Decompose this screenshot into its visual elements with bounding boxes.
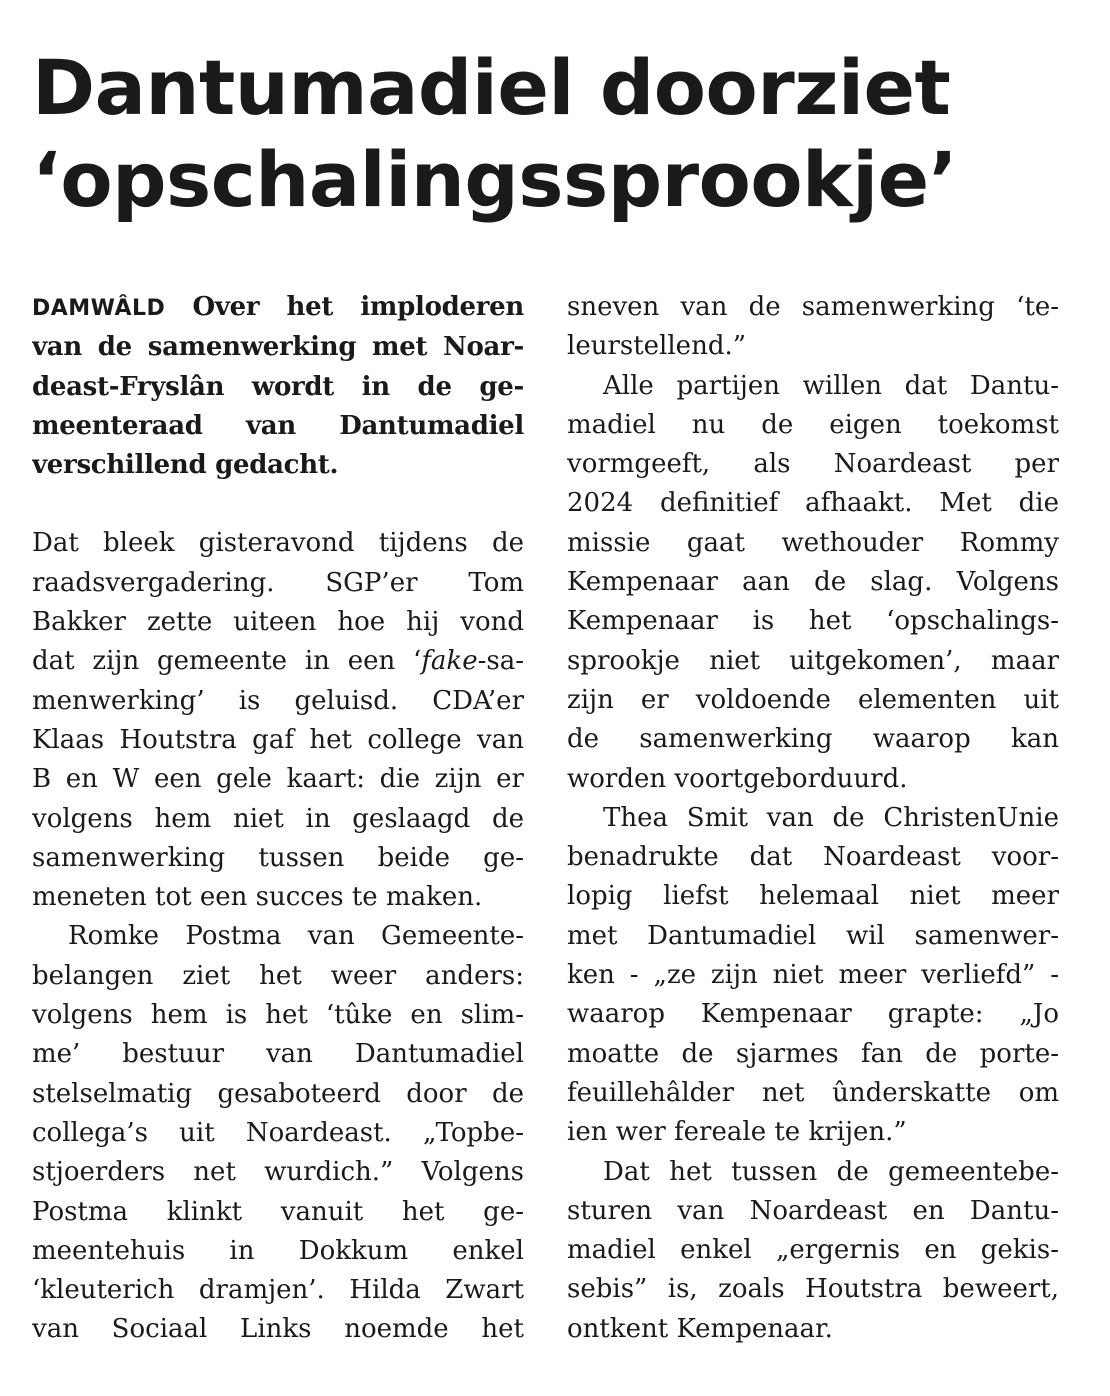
paragraph-2 bbox=[32, 917, 524, 1349]
text-line: Kempenaar is het ‘opschalings- bbox=[567, 606, 1059, 637]
text-line: menwerking’ is geluisd. CDA’er bbox=[32, 685, 524, 716]
text-line: de samenwerking waarop kan bbox=[567, 724, 1059, 755]
text-line: benadrukte dat Noardeast voor- bbox=[567, 842, 1059, 873]
text-line: ontkent Kempenaar. bbox=[567, 1313, 833, 1344]
lead-line: meenteraad van Dantumadiel bbox=[32, 410, 524, 441]
text-line: ken - „ze zijn niet meer verliefd” - bbox=[567, 960, 1059, 991]
text-line: sneven van de samenwerking ‘te- bbox=[567, 292, 1059, 322]
text-line: waarop Kempenaar grapte: „Jo bbox=[567, 999, 1059, 1030]
text-line: van Sociaal Links noemde het bbox=[32, 1314, 524, 1345]
text-line: raadsvergadering. SGP’er Tom bbox=[32, 567, 524, 598]
text-line: dat zijn gemeente in een ‘fake-sa- bbox=[32, 646, 524, 677]
text-line: collega’s uit Noardeast. „Topbe- bbox=[32, 1117, 524, 1148]
text-line: Dat het tussen de gemeentebe- bbox=[603, 1156, 1059, 1187]
text-line: lopig liefst helemaal niet meer bbox=[567, 881, 1059, 912]
headline-line-2: ‘opschalingssprookje’ bbox=[32, 135, 958, 224]
lead-line: verschillend gedacht. bbox=[32, 450, 339, 481]
text-line: zijn er voldoende elementen uit bbox=[567, 684, 1059, 715]
italic-word: fake bbox=[421, 646, 478, 677]
lead-paragraph bbox=[32, 288, 524, 485]
headline-line-1: Dantumadiel doorziet bbox=[32, 43, 951, 132]
text-line: stelselmatig gesaboteerd door de bbox=[32, 1078, 524, 1109]
text-line: moatte de sjarmes fan de porte- bbox=[567, 1038, 1059, 1069]
text-line: madiel nu de eigen toekomst bbox=[567, 409, 1059, 440]
paragraph-2-continued bbox=[567, 288, 1059, 367]
lead-line: DAMWÂLD Over het imploderen bbox=[32, 292, 524, 322]
text-line: volgens hem is het ‘tûke en slim- bbox=[32, 1000, 524, 1031]
lead-line: deast-Fryslân wordt in de ge- bbox=[32, 371, 524, 402]
text-line: Romke Postma van Gemeente- bbox=[68, 921, 524, 952]
paragraph-1 bbox=[32, 524, 524, 917]
text-line: B en W een gele kaart: die zijn er bbox=[32, 764, 524, 795]
text-line: met Dantumadiel wil samenwer- bbox=[567, 920, 1059, 951]
article-column-left bbox=[32, 288, 524, 1350]
text-line: samenwerking tussen beide ge- bbox=[32, 842, 524, 873]
text-line: vormgeeft, als Noardeast per bbox=[567, 449, 1059, 480]
text-line: Thea Smit van de ChristenUnie bbox=[603, 802, 1059, 833]
text-line: volgens hem niet in geslaagd de bbox=[32, 803, 524, 834]
text-line: Kempenaar aan de slag. Volgens bbox=[567, 567, 1059, 598]
text-line: worden voortgeborduurd. bbox=[567, 763, 908, 794]
text-line: Klaas Houtstra gaf het college van bbox=[32, 724, 524, 755]
text-line: Alle partijen willen dat Dantu- bbox=[603, 370, 1059, 401]
text-line: meentehuis in Dokkum enkel bbox=[32, 1235, 524, 1266]
headline bbox=[32, 42, 1092, 226]
text-line: sprookje niet uitgekomen’, maar bbox=[567, 645, 1059, 676]
text-line: belangen ziet het weer anders: bbox=[32, 960, 524, 991]
lead-line: van de samenwerking met Noar- bbox=[32, 332, 524, 363]
text-line: Bakker zette uiteen hoe hij vond bbox=[32, 607, 524, 638]
text-line: leurstellend.” bbox=[567, 331, 747, 362]
text-line: sturen van Noardeast en Dantu- bbox=[567, 1195, 1059, 1226]
paragraph-4 bbox=[567, 799, 1059, 1153]
article-column-right bbox=[567, 288, 1059, 1349]
text-line: madiel enkel „ergernis en gekis- bbox=[567, 1235, 1059, 1266]
paragraph-3 bbox=[567, 367, 1059, 799]
text-line: ‘kleuterich dramjen’. Hilda Zwart bbox=[32, 1275, 524, 1306]
text-line: ien wer fereale te krijen.” bbox=[567, 1117, 907, 1148]
text-line: 2024 definitief afhaakt. Met die bbox=[567, 488, 1059, 519]
dateline: DAMWÂLD bbox=[32, 296, 166, 321]
text-line: me’ bestuur van Dantumadiel bbox=[32, 1039, 524, 1070]
text-line: sebis” is, zoals Houtstra beweert, bbox=[567, 1274, 1059, 1305]
text-line: meneten tot een succes te maken. bbox=[32, 882, 483, 913]
text-line: Dat bleek gisteravond tijdens de bbox=[32, 528, 524, 559]
text-line: feuillehâlder net ûnderskatte om bbox=[567, 1077, 1059, 1108]
text-line: stjoerders net wurdich.” Volgens bbox=[32, 1157, 524, 1188]
text-line: Postma klinkt vanuit het ge- bbox=[32, 1196, 524, 1227]
text-line: missie gaat wethouder Rommy bbox=[567, 527, 1059, 558]
paragraph-5 bbox=[567, 1153, 1059, 1349]
